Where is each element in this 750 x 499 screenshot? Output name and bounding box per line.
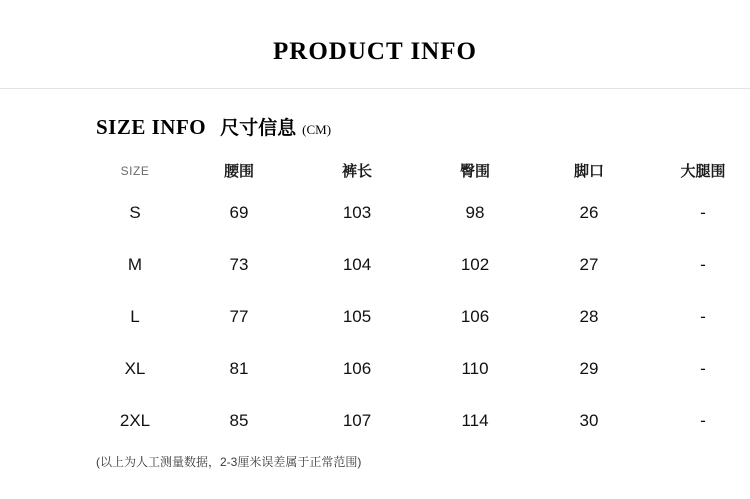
cell-size: L (130, 307, 140, 326)
column-header-size: SIZE (120, 163, 150, 178)
cell-size: S (129, 203, 141, 222)
measurement-footnote: (以上为人工测量数据，2-3厘米误差属于正常范围) (96, 455, 362, 469)
size-table (90, 154, 750, 447)
cell-hem: 28 (579, 307, 599, 326)
table-row (90, 291, 750, 343)
size-info-heading-cn: 尺寸信息 (220, 118, 297, 139)
page-header (0, 0, 750, 66)
cell-waist: 85 (229, 411, 249, 430)
size-info-heading (0, 113, 750, 140)
size-table-head (90, 154, 750, 187)
page-title: PRODUCT INFO (273, 38, 477, 65)
cell-hem: 26 (579, 203, 599, 222)
column-header-length: 裤长 (341, 163, 372, 180)
cell-thigh: - (700, 307, 706, 326)
cell-thigh: - (700, 203, 706, 222)
table-row (90, 343, 750, 395)
cell-thigh: - (700, 411, 706, 430)
cell-size: XL (124, 359, 146, 378)
cell-size: 2XL (119, 411, 151, 430)
cell-length: 103 (342, 203, 372, 222)
table-row (90, 239, 750, 291)
size-info-heading-en: SIZE INFO (96, 115, 207, 139)
cell-hem: 30 (579, 411, 599, 430)
cell-length: 105 (342, 307, 372, 326)
cell-waist: 69 (229, 203, 249, 222)
column-header-thigh: 大腿围 (680, 163, 726, 180)
size-info-unit: (CM) (302, 122, 332, 137)
cell-hem: 29 (579, 359, 599, 378)
cell-hip: 102 (460, 255, 490, 274)
column-header-hip: 臀围 (459, 163, 490, 180)
cell-hip: 114 (461, 411, 489, 430)
cell-length: 104 (342, 255, 372, 274)
cell-thigh: - (700, 255, 706, 274)
table-header-row (90, 154, 750, 187)
cell-thigh: - (700, 359, 706, 378)
cell-size: M (127, 255, 143, 274)
cell-hip: 106 (460, 307, 490, 326)
table-row (90, 187, 750, 239)
column-header-hem: 脚口 (573, 163, 604, 180)
size-table-body (90, 187, 750, 447)
cell-waist: 77 (229, 307, 249, 326)
cell-waist: 81 (229, 359, 249, 378)
column-header-waist: 腰围 (223, 163, 254, 180)
cell-hip: 98 (465, 203, 485, 222)
cell-waist: 73 (229, 255, 249, 274)
cell-hem: 27 (579, 255, 599, 274)
cell-length: 107 (342, 411, 372, 430)
cell-hip: 110 (461, 359, 489, 378)
cell-length: 106 (342, 359, 372, 378)
header-divider (0, 88, 750, 89)
table-row (90, 395, 750, 447)
